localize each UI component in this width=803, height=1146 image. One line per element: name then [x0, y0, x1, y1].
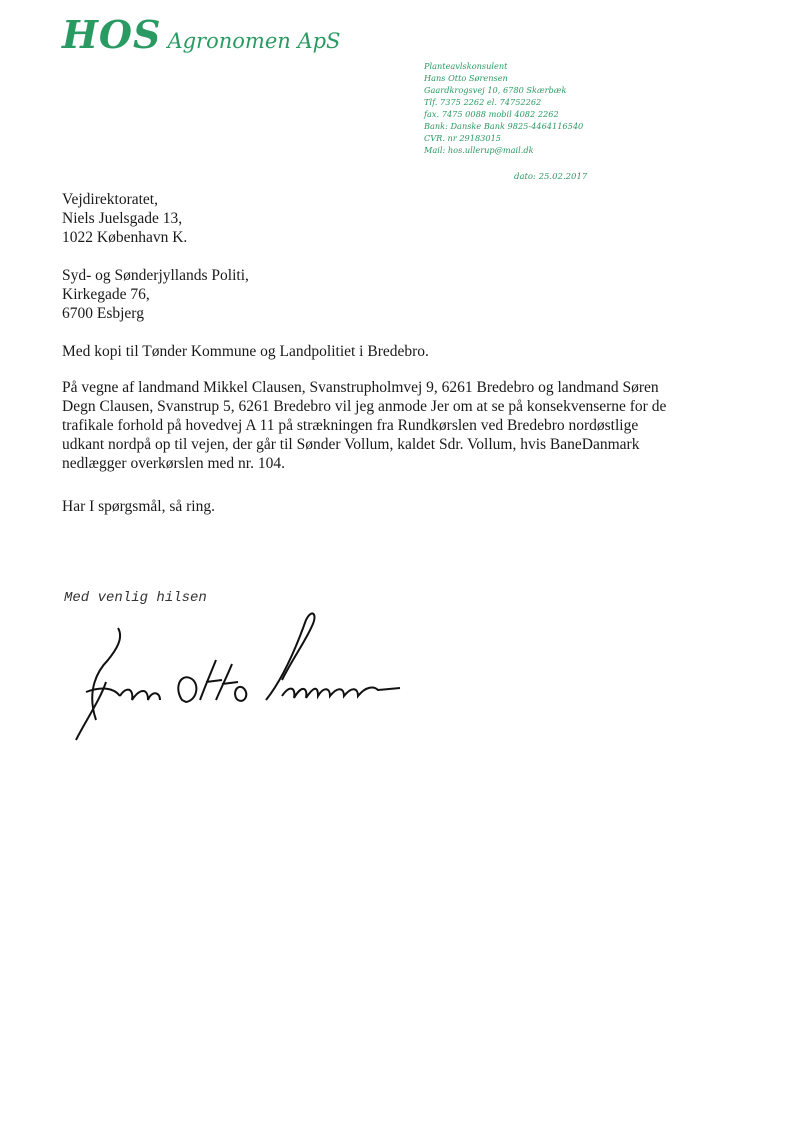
question-line: Har I spørgsmål, så ring.	[62, 498, 215, 515]
body-line: udkant nordpå op til vejen, der går til Sønder Vollum, kaldet Sdr. Vollum, hvis BaneDanmark	[62, 436, 640, 453]
logo-hos: HOS	[62, 12, 162, 57]
closing-salutation: Med venlig hilsen	[64, 590, 207, 606]
body-line: På vegne af landmand Mikkel Clausen, Svanstrupholmvej 9, 6261 Bredebro og landmand Søren	[62, 379, 659, 396]
recipient-address-1	[62, 190, 187, 247]
recipient-1-line: Vejdirektoratet,	[62, 191, 158, 208]
contact-fax-mobile: fax. 7475 0088 mobil 4082 2262	[424, 109, 559, 119]
letterhead-contact	[424, 60, 583, 156]
body-line: nedlægger overkørslen med nr. 104.	[62, 455, 285, 472]
logo-company-name: Agronomen ApS	[167, 29, 341, 53]
recipient-address-2	[62, 266, 249, 323]
contact-address: Gaardkrogsvej 10, 6780 Skærbæk	[424, 85, 567, 95]
body-line: Degn Clausen, Svanstrup 5, 6261 Bredebro vil jeg anmode Jer om at se på konsekvenserne for de	[62, 398, 667, 415]
recipient-2-line: Syd- og Sønderjyllands Politi,	[62, 267, 249, 284]
handwritten-signature	[56, 600, 406, 750]
contact-cvr: CVR. nr 29183015	[424, 133, 502, 143]
contact-bank: Bank: Danske Bank 9825-4464116540	[424, 121, 584, 131]
copy-line: Med kopi til Tønder Kommune og Landpolitiet i Bredebro.	[62, 343, 429, 360]
letter-body	[62, 378, 666, 473]
contact-email: Mail: hos.ullerup@mail.dk	[424, 145, 534, 155]
body-line: trafikale forhold på hovedvej A 11 på strækningen fra Rundkørslen ved Bredebro nordøstlige	[62, 417, 639, 434]
recipient-2-line: 6700 Esbjerg	[62, 305, 144, 322]
recipient-2-line: Kirkegade 76,	[62, 286, 150, 303]
contact-phone: Tlf. 7375 2262 el. 74752262	[424, 97, 542, 107]
letter-date: dato: 25.02.2017	[514, 172, 588, 182]
contact-title: Planteavlskonsulent	[424, 61, 508, 71]
recipient-1-line: Niels Juelsgade 13,	[62, 210, 183, 227]
company-logo	[62, 12, 340, 57]
contact-name: Hans Otto Sørensen	[424, 73, 508, 83]
recipient-1-line: 1022 København K.	[62, 229, 188, 246]
